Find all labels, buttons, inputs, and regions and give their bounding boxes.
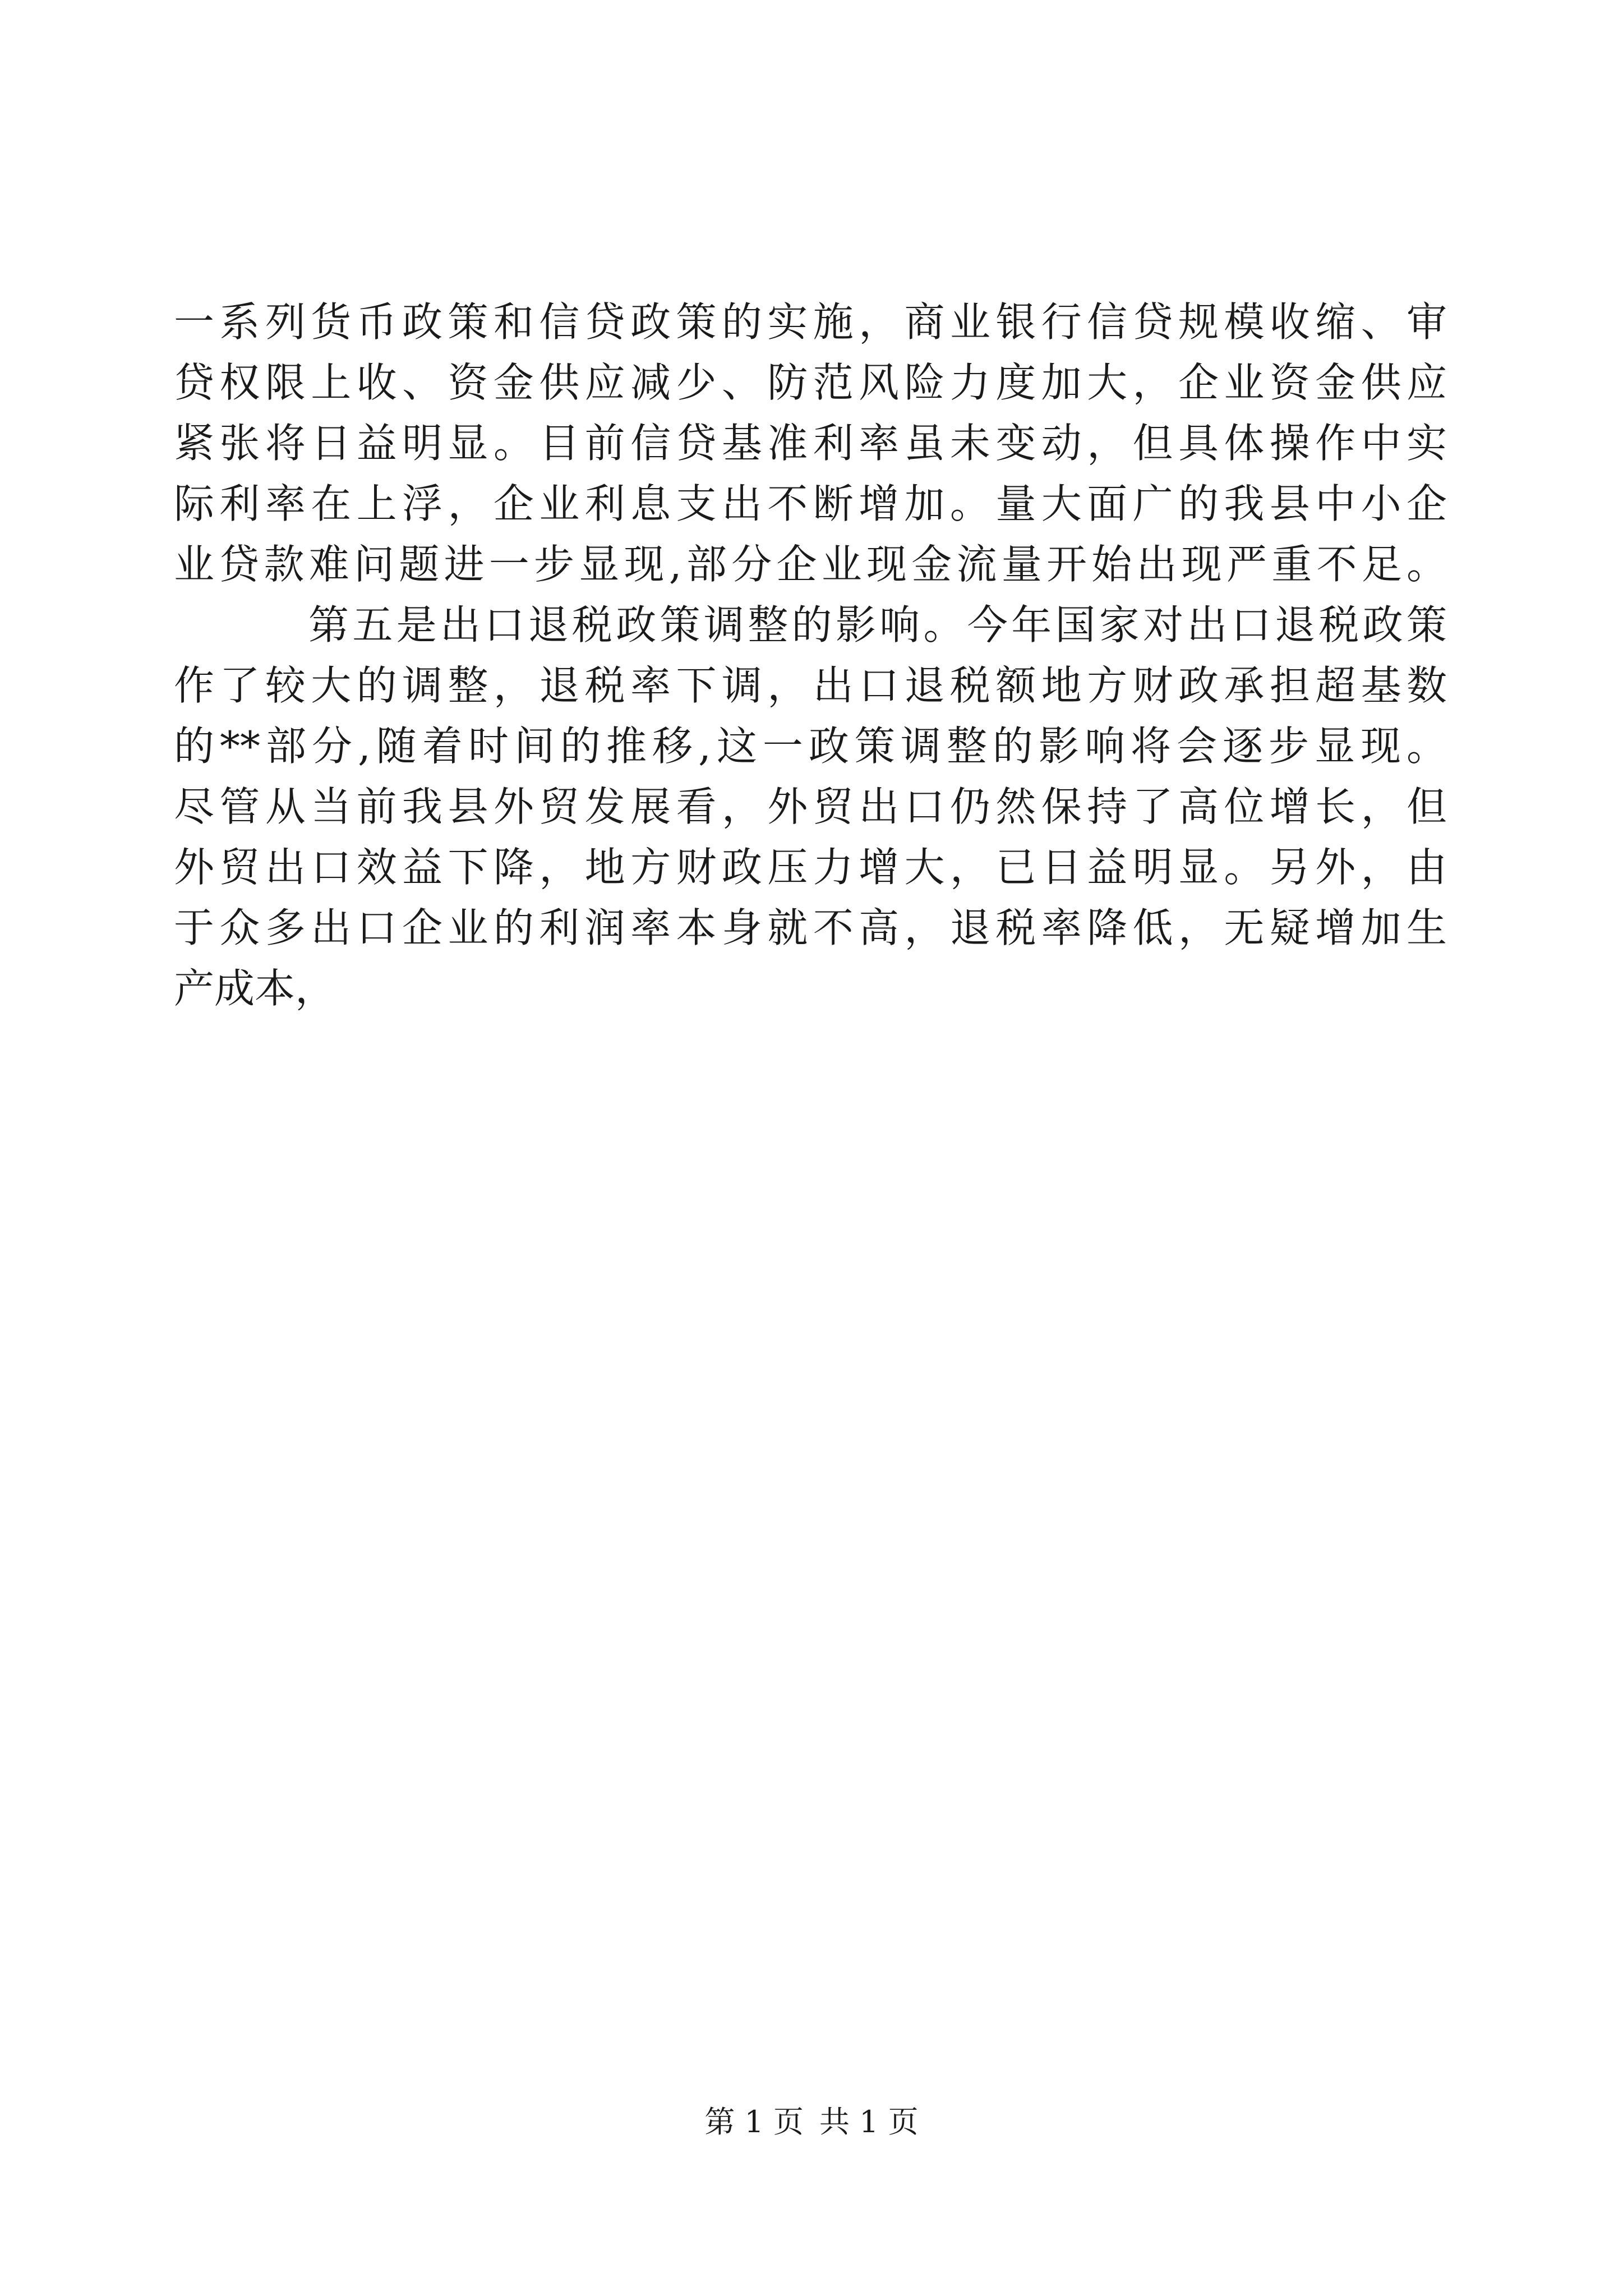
text-line: 业贷款难问题进一步显现,部分企业现金流量开始出现严重不足。 [174, 541, 1447, 588]
text-line: 的**部分,随着时间的推移,这一政策调整的影响将会逐步显现。 [174, 723, 1447, 770]
text-line-indented: 第五是出口退税政策调整的影响。今年国家对出口退税政策 [308, 601, 1447, 648]
text-line: 于众多出口企业的利润率本身就不高，退税率降低，无疑增加生 [174, 904, 1447, 951]
text-line: 作了较大的调整，退税率下调，出口退税额地方财政承担超基数 [174, 662, 1447, 709]
page-footer [0, 2098, 1623, 2141]
page-total: 共 1 页 [819, 2104, 919, 2139]
text-line-last: 产成本， [174, 965, 336, 1012]
text-line: 一系列货币政策和信贷政策的实施，商业银行信贷规模收缩、审 [174, 298, 1447, 346]
document-body [174, 292, 1447, 1019]
text-line: 贷权限上收、资金供应减少、防范风险力度加大，企业资金供应 [174, 359, 1447, 406]
text-line: 外贸出口效益下降，地方财政压力增大，已日益明显。另外，由 [174, 844, 1447, 891]
text-line: 尽管从当前我县外贸发展看，外贸出口仍然保持了高位增长，但 [174, 783, 1447, 830]
text-line: 际利率在上浮，企业利息支出不断增加。量大面广的我县中小企 [174, 480, 1447, 527]
page-number: 第 1 页 [704, 2104, 804, 2139]
text-line: 紧张将日益明显。目前信贷基准利率虽未变动，但具体操作中实 [174, 420, 1447, 467]
